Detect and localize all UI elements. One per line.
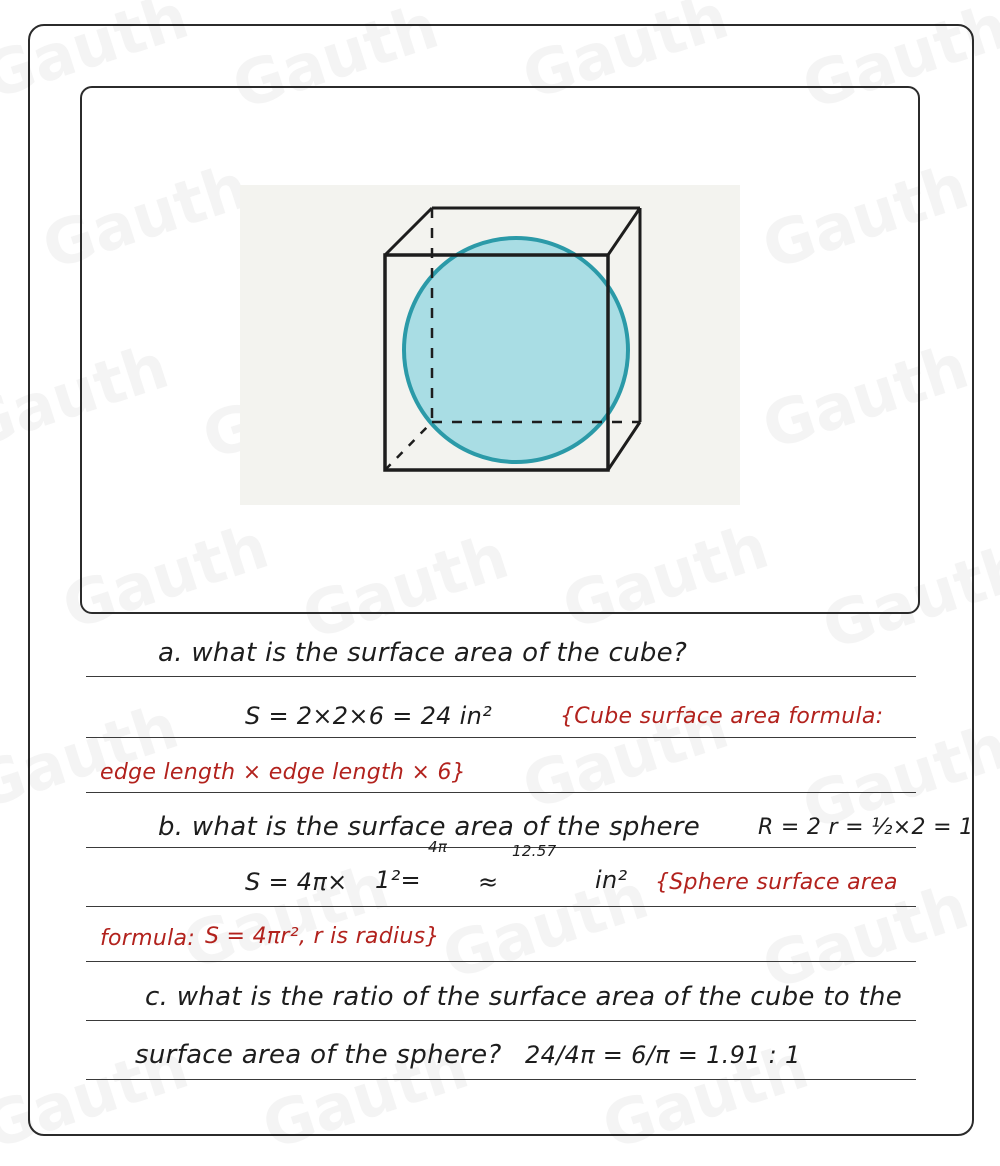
- question-b-work-r: 1²=: [375, 866, 421, 894]
- question-c-work: 24/4π = 6/π = 1.91 : 1: [525, 1041, 801, 1069]
- question-c-prompt-line2: surface area of the sphere?: [135, 1040, 502, 1070]
- question-b-approx: ≈: [478, 868, 499, 896]
- cube-edge-bottom-right: [608, 422, 640, 470]
- cube-edge-top-right: [608, 208, 640, 255]
- question-b-formula-line1: {Sphere surface area: [655, 870, 898, 895]
- ruled-line: [86, 1020, 916, 1021]
- question-b-prompt: b. what is the surface area of the sphere: [158, 812, 701, 842]
- question-b-formula-line2: formula:: [100, 926, 196, 951]
- question-a-formula-line1: {Cube surface area formula:: [560, 704, 884, 729]
- cube-edge-top-left: [385, 208, 432, 255]
- ruled-line: [86, 1079, 916, 1080]
- ruled-line: [86, 961, 916, 962]
- question-c-prompt-line1: c. what is the ratio of the surface area of the cube to the: [145, 982, 903, 1012]
- question-b-work-start: S = 4π×: [245, 868, 348, 896]
- question-b-radius-work: R = 2 r = ½×2 = 1: [758, 815, 974, 840]
- inscribed-sphere: [404, 238, 628, 462]
- ruled-line: [86, 737, 916, 738]
- question-a-prompt: a. what is the surface area of the cube?: [158, 638, 688, 668]
- question-b-unit: in²: [595, 866, 628, 894]
- question-b-annotation-4pi: 4π: [428, 838, 448, 856]
- ruled-line: [86, 847, 916, 848]
- question-b-formula-expr: S = 4πr², r is radius}: [205, 924, 440, 949]
- question-a-formula-line2: edge length × edge length × 6}: [100, 760, 467, 785]
- question-b-annotation-value: 12.57: [512, 842, 557, 860]
- cube-edge-bottom-left-dashed: [385, 422, 432, 470]
- ruled-line: [86, 906, 916, 907]
- ruled-line: [86, 792, 916, 793]
- ruled-line: [86, 676, 916, 677]
- question-a-work: S = 2×2×6 = 24 in²: [245, 702, 493, 730]
